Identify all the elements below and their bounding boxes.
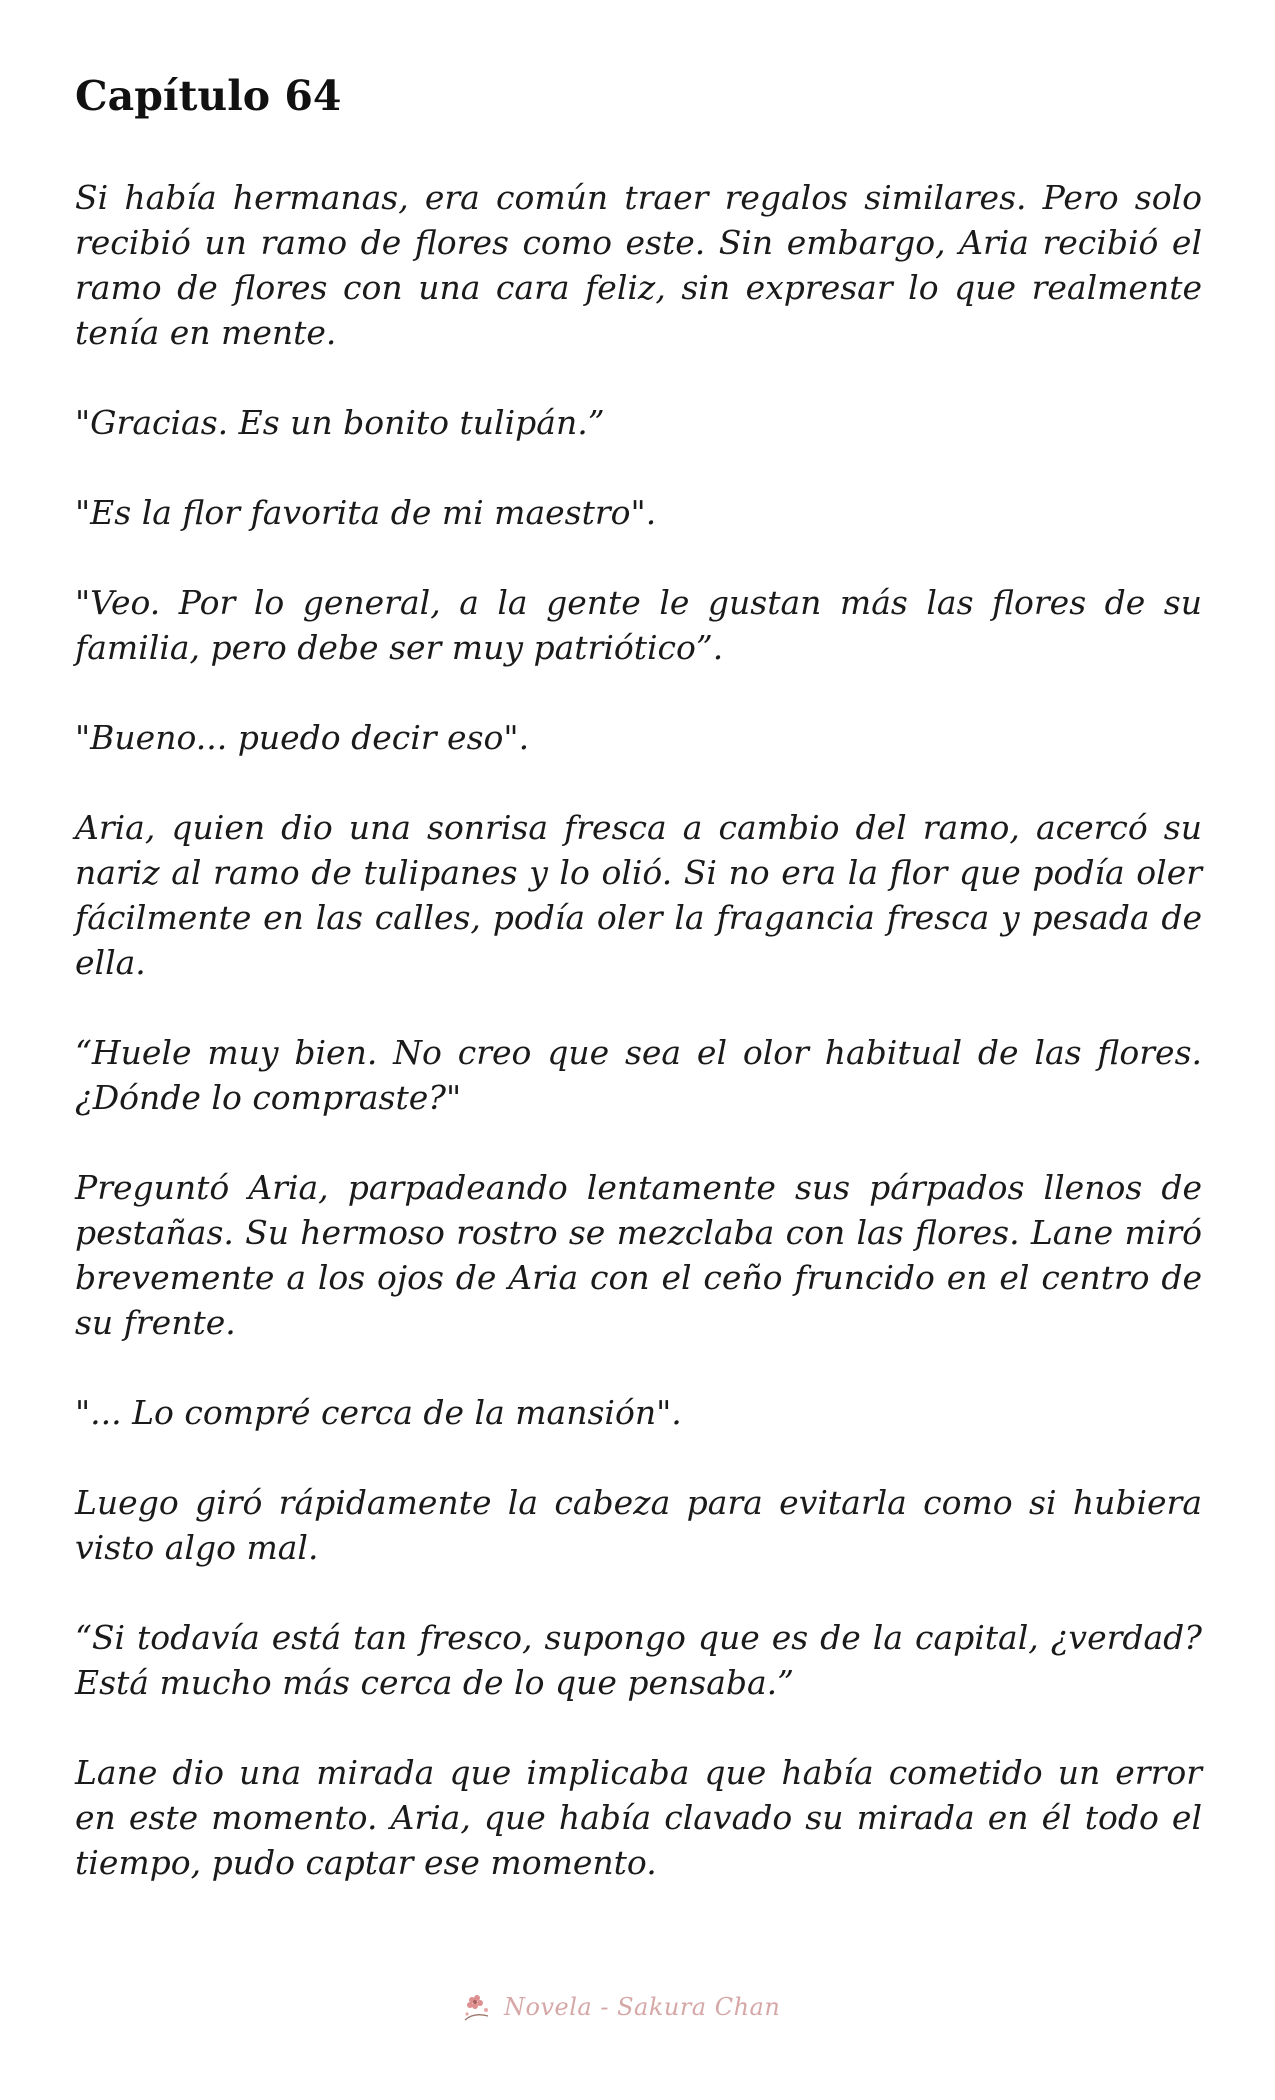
watermark [460, 1990, 780, 2024]
paragraph: "Bueno... puedo decir eso". [75, 718, 530, 757]
paragraph: Luego giró rápidamente la cabeza para evitarla como si hubiera visto algo mal. [75, 1483, 1202, 1567]
paragraph: Lane dio una mirada que implicaba que había cometido un error en este momento. Aria, que había clavado su mirada en él todo el tiempo, pudo captar ese momento. [75, 1753, 1202, 1882]
paragraph: “Huele muy bien. No creo que sea el olor habitual de las flores. ¿Dónde lo compraste?" [75, 1033, 1202, 1117]
paragraph: "Gracias. Es un bonito tulipán.” [75, 403, 605, 442]
paragraph: Preguntó Aria, parpadeando lentamente sus párpados llenos de pestañas. Su hermoso rostro se mezclaba con las flores. Lane miró brevemente a los ojos de Aria con el ceño fruncido en el centro de su frente. [75, 1168, 1202, 1342]
paragraph: Aria, quien dio una sonrisa fresca a cambio del ramo, acercó su nariz al ramo de tulipanes y lo olió. Si no era la flor que podía oler fácilmente en las calles, podía oler la fragancia fresca y pesada de ella. [75, 808, 1202, 982]
watermark-text: Novela - Sakura Chan [504, 1993, 781, 2021]
chapter-body [75, 175, 1202, 1930]
paragraph: "... Lo compré cerca de la mansión". [75, 1393, 682, 1432]
paragraph: "Veo. Por lo general, a la gente le gustan más las flores de su familia, pero debe ser muy patriótico”. [75, 583, 1202, 667]
paragraph: “Si todavía está tan fresco, supongo que es de la capital, ¿verdad? Está mucho más cerca de lo que pensaba.” [75, 1618, 1202, 1702]
paragraph: "Es la flor favorita de mi maestro". [75, 493, 657, 532]
sakura-blossom-icon [460, 1990, 494, 2024]
chapter-title: Capítulo 64 [75, 72, 342, 120]
paragraph: Si había hermanas, era común traer regalos similares. Pero solo recibió un ramo de flores como este. Sin embargo, Aria recibió el ramo de flores con una cara feliz, sin expresar lo que realmente tenía en mente. [75, 178, 1202, 352]
